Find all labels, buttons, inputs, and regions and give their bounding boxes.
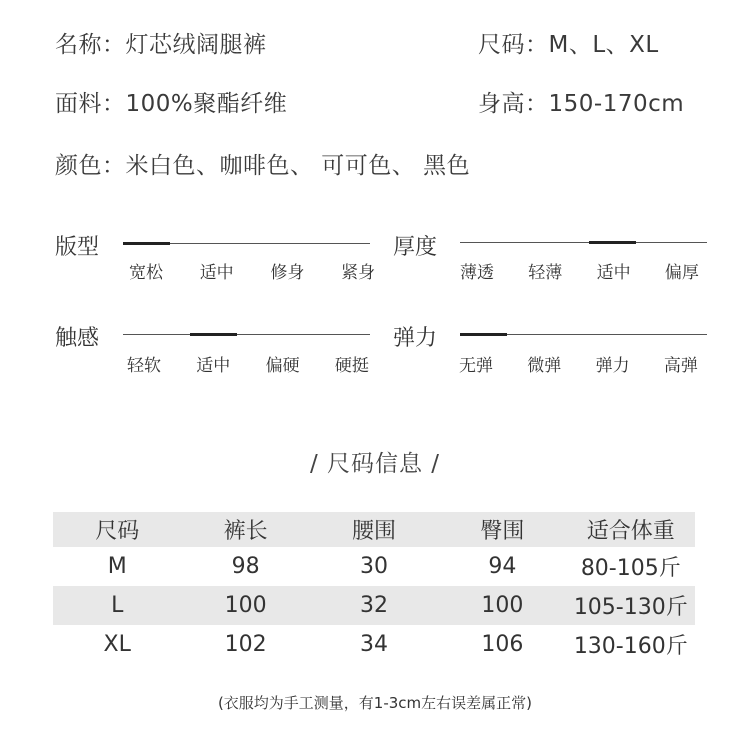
- fit-selected-marker: [123, 242, 170, 245]
- cell-length: 102: [224, 632, 267, 657]
- thickness-title: 厚度: [393, 235, 438, 260]
- fit-option: 紧身: [341, 263, 376, 283]
- cell-waist: 32: [359, 593, 388, 618]
- cell-hip: 100: [481, 593, 524, 618]
- elasticity-option: 微弹: [527, 356, 562, 376]
- product-sizes: 尺码：M、L、XL: [478, 32, 659, 58]
- thickness-selected-marker: [589, 241, 636, 244]
- elasticity-title: 弹力: [393, 326, 438, 351]
- header-hip: 臀围: [480, 519, 525, 544]
- cell-size: M: [107, 554, 127, 579]
- table-row: [53, 625, 695, 664]
- thickness-option: 薄透: [460, 263, 494, 283]
- cell-length: 98: [231, 554, 260, 579]
- cell-hip: 106: [481, 632, 524, 657]
- header-length: 裤长: [223, 519, 268, 544]
- touch-title: 触感: [55, 326, 100, 351]
- header-waist: 腰围: [351, 519, 396, 544]
- size-table: [53, 512, 695, 664]
- thickness-scale-line: [460, 242, 707, 243]
- touch-option: 轻软: [127, 356, 161, 376]
- measurement-note: (衣服均为手工测量，有1-3cm左右误差属正常): [217, 694, 533, 712]
- header-weight: 适合体重: [586, 519, 675, 544]
- cell-size: XL: [103, 632, 131, 657]
- thickness-option: 偏厚: [664, 263, 699, 283]
- touch-scale-line: [123, 334, 370, 335]
- thickness-option: 适中: [596, 263, 631, 283]
- fit-title: 版型: [55, 235, 100, 260]
- cell-waist: 34: [359, 632, 388, 657]
- cell-waist: 30: [359, 554, 388, 579]
- cell-hip: 94: [488, 554, 517, 579]
- elasticity-option: 高弹: [663, 356, 698, 376]
- cell-weight: 105-130斤: [573, 595, 688, 620]
- size-section-title: / 尺码信息 /: [309, 451, 441, 477]
- cell-size: L: [111, 593, 124, 618]
- elasticity-selected-marker: [460, 333, 507, 336]
- fit-option: 修身: [270, 263, 305, 283]
- product-fabric: 面料：100%聚酯纤维: [55, 91, 288, 117]
- table-row: [53, 547, 695, 586]
- size-table-header-row: [53, 512, 695, 547]
- cell-weight: 130-160斤: [573, 634, 688, 659]
- product-colors: 颜色：米白色、咖啡色、 可可色、 黑色: [55, 153, 471, 179]
- product-height: 身高：150-170cm: [478, 91, 685, 117]
- touch-option: 偏硬: [265, 356, 300, 376]
- table-row: [53, 586, 695, 625]
- touch-option: 适中: [196, 356, 231, 376]
- cell-length: 100: [224, 593, 267, 618]
- cell-weight: 80-105斤: [580, 556, 681, 581]
- fit-option: 宽松: [129, 263, 163, 283]
- elasticity-option: 无弹: [459, 356, 493, 376]
- touch-option: 硬挺: [334, 356, 369, 376]
- thickness-option: 轻薄: [528, 263, 563, 283]
- header-size: 尺码: [95, 519, 140, 544]
- fit-option: 适中: [199, 263, 234, 283]
- elasticity-option: 弹力: [595, 356, 630, 376]
- product-name: 名称：灯芯绒阔腿裤: [55, 32, 267, 58]
- touch-selected-marker: [190, 333, 237, 336]
